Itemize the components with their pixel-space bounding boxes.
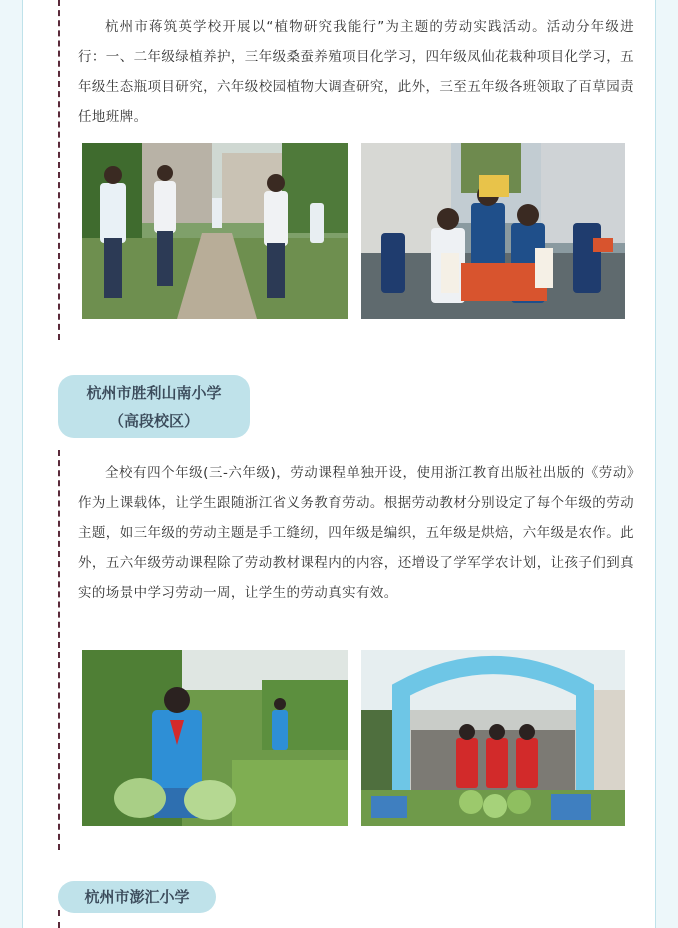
photo-student-harvest xyxy=(82,650,348,826)
section-1-paragraph: 杭州市蒋筑英学校开展以“植物研究我能行”为主题的劳动实践活动。活动分年级进行：一、二年级绿植养护，三年级桑蚕养殖项目化学习，四年级凤仙花栽种项目化学习，五年级生态瓶项目研究，六年级校园植物大调查研究，此外，三至五年级各班领取了百草园责任地班牌。 xyxy=(78,19,634,125)
school-name-tag: 杭州市澎汇小学 xyxy=(58,881,216,913)
school-name-line2: （高段校区） xyxy=(108,412,199,430)
section-2-paragraph: 全校有四个年级(三-六年级)，劳动课程单独开设，使用浙江教育出版社出版的《劳动》作为上课载体，让学生跟随浙江省义务教育劳动。根据劳动教材分别设定了每个年级的劳动主题，如三年级的劳动主题是手工缝纫，四年级是编织，五年级是烘焙，六年级是农作。此外，五六年级劳动课程除了劳动教材课程内的内容，还增设了学军学农计划，让孩子们到真实的场景中学习劳动一周，让学生的劳动真实有效。 xyxy=(78,465,634,601)
dashed-rail xyxy=(58,450,60,850)
dashed-rail xyxy=(58,910,60,928)
school-name-tag xyxy=(58,375,250,438)
school-name-line1: 杭州市胜利山南小学 xyxy=(86,384,222,402)
photo-students-planters xyxy=(361,143,625,319)
dashed-rail xyxy=(58,0,60,340)
photo-students-garden xyxy=(82,143,348,319)
right-border-band xyxy=(656,0,678,928)
left-frame-line xyxy=(22,0,23,928)
photo-market-stall xyxy=(361,650,625,826)
right-frame-line xyxy=(655,0,656,928)
left-border-band xyxy=(0,0,22,928)
